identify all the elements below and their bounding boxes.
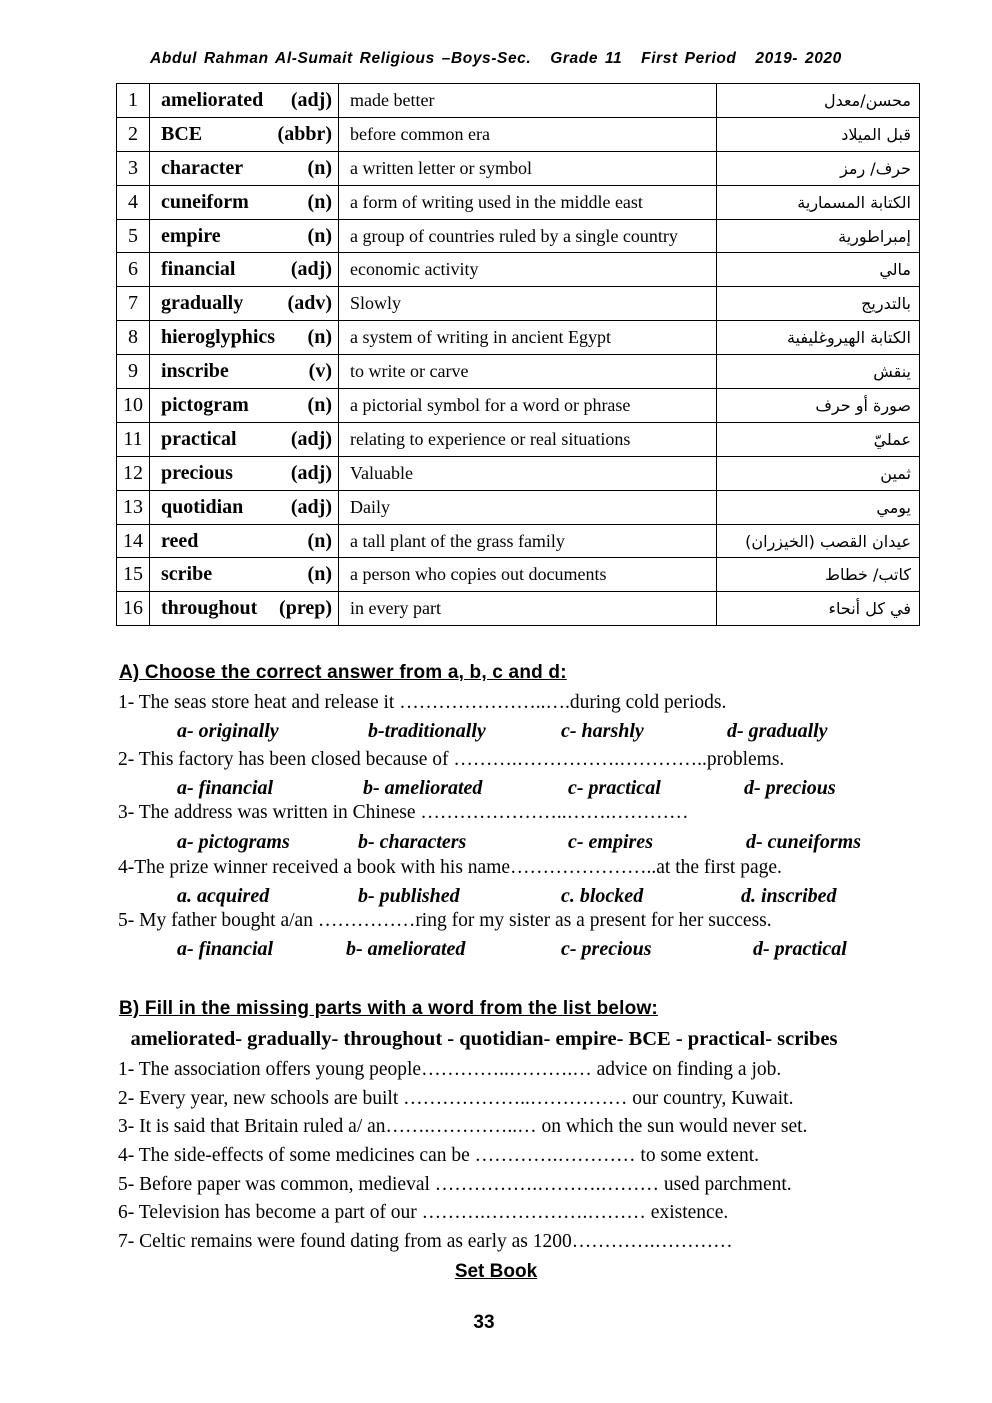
vocab-row	[117, 253, 920, 287]
option: d- cuneiforms	[746, 831, 861, 853]
vocab-definition: a tall plant of the grass family	[339, 524, 717, 558]
vocab-arabic: إمبراطورية	[717, 219, 920, 253]
vocab-word-cell	[150, 84, 339, 118]
vocab-row	[117, 490, 920, 524]
vocabulary-table	[116, 83, 920, 626]
vocab-number: 10	[117, 389, 150, 423]
vocab-part-of-speech: (abbr)	[277, 122, 332, 145]
vocab-row	[117, 355, 920, 389]
question-5: 5- My father bought a/an ……………ring for my sister as a present for her success.	[118, 910, 772, 931]
vocab-arabic: مالي	[717, 253, 920, 287]
vocab-word-cell	[150, 287, 339, 321]
fill-sentence-4: 4- The side-effects of some medicines can be ………….………… to some extent.	[118, 1145, 759, 1166]
option: d- gradually	[727, 720, 828, 742]
vocab-row	[117, 524, 920, 558]
vocab-part-of-speech: (n)	[307, 326, 332, 349]
vocab-word: ameliorated	[161, 88, 264, 111]
vocab-arabic: عيدان القصب (الخيزران)	[717, 524, 920, 558]
vocab-row	[117, 321, 920, 355]
vocab-word-cell	[150, 321, 339, 355]
option: a- pictograms	[177, 831, 290, 853]
vocab-row	[117, 287, 920, 321]
question-4-options	[0, 885, 992, 911]
header-school: Abdul Rahman Al-Sumait Religious –Boys-Sec.	[150, 50, 532, 67]
vocab-row	[117, 592, 920, 626]
vocab-definition: a pictorial symbol for a word or phrase	[339, 389, 717, 423]
vocab-row	[117, 219, 920, 253]
vocab-word: BCE	[161, 122, 203, 145]
option: b- ameliorated	[346, 938, 466, 960]
vocab-part-of-speech: (adj)	[290, 258, 332, 281]
vocab-word-cell	[150, 389, 339, 423]
vocab-arabic: الكتابة الهيروغليفية	[717, 321, 920, 355]
fill-sentence-2: 2- Every year, new schools are built ………………..…………… our country, Kuwait.	[118, 1088, 794, 1109]
vocab-part-of-speech: (adj)	[290, 461, 332, 484]
vocab-number: 15	[117, 558, 150, 592]
vocab-arabic: حرف/ رمز	[717, 151, 920, 185]
vocab-arabic: محسن/معدل	[717, 84, 920, 118]
fill-sentence-6: 6- Television has become a part of our ……….…………….……… existence.	[118, 1202, 729, 1223]
vocab-arabic: بالتدريج	[717, 287, 920, 321]
vocab-number: 13	[117, 490, 150, 524]
page-header	[0, 50, 992, 68]
vocab-part-of-speech: (adv)	[287, 292, 332, 315]
vocab-row	[117, 117, 920, 151]
question-1: 1- The seas store heat and release it …………………..….during cold periods.	[118, 692, 727, 713]
vocab-definition: a system of writing in ancient Egypt	[339, 321, 717, 355]
vocab-arabic: صورة أو حرف	[717, 389, 920, 423]
vocab-row	[117, 422, 920, 456]
vocab-definition: to write or carve	[339, 355, 717, 389]
vocab-row	[117, 558, 920, 592]
page-number: 33	[473, 1312, 495, 1333]
vocab-definition: made better	[339, 84, 717, 118]
vocab-definition: Slowly	[339, 287, 717, 321]
question-2: 2- This factory has been closed because of ……….…………….…………..problems.	[118, 749, 785, 770]
vocab-word: gradually	[161, 292, 244, 315]
section-b-title: B) Fill in the missing parts with a word from the list below:	[119, 998, 658, 1019]
vocab-word-cell	[150, 592, 339, 626]
vocab-word: practical	[161, 427, 237, 450]
question-4: 4-The prize winner received a book with his name…………………..at the first page.	[118, 857, 782, 878]
vocab-word: quotidian	[161, 495, 244, 518]
vocab-number: 11	[117, 422, 150, 456]
vocab-word: character	[161, 156, 244, 179]
vocab-word: cuneiform	[161, 190, 249, 213]
vocab-word-cell	[150, 456, 339, 490]
header-period: First Period	[641, 50, 737, 67]
vocab-number: 16	[117, 592, 150, 626]
fill-sentence-3: 3- It is said that Britain ruled a/ an…….…………..… on which the sun would never set.	[118, 1116, 808, 1137]
vocab-row	[117, 151, 920, 185]
vocab-arabic: يومي	[717, 490, 920, 524]
option: d. inscribed	[741, 885, 837, 907]
section-a-title: A) Choose the correct answer from a, b, c and d:	[119, 662, 567, 683]
option: a. acquired	[177, 885, 270, 907]
vocab-part-of-speech: (n)	[307, 529, 332, 552]
vocab-definition: a person who copies out documents	[339, 558, 717, 592]
vocab-row	[117, 456, 920, 490]
vocab-definition: in every part	[339, 592, 717, 626]
question-3-options	[0, 831, 992, 857]
vocab-part-of-speech: (adj)	[290, 427, 332, 450]
vocab-word-cell	[150, 185, 339, 219]
option: c- precious	[561, 938, 652, 960]
vocab-definition: economic activity	[339, 253, 717, 287]
set-book-label: Set Book	[454, 1261, 538, 1282]
vocab-arabic: في كل أنحاء	[717, 592, 920, 626]
vocab-definition: a written letter or symbol	[339, 151, 717, 185]
vocab-number: 14	[117, 524, 150, 558]
vocab-word-cell	[150, 422, 339, 456]
header-grade: Grade 11	[550, 50, 623, 67]
vocab-part-of-speech: (n)	[307, 393, 332, 416]
option: b- published	[358, 885, 460, 907]
vocab-word-cell	[150, 151, 339, 185]
fill-sentence-5: 5- Before paper was common, medieval …………….……….……… used parchment.	[118, 1174, 792, 1195]
header-year: 2019- 2020	[755, 50, 842, 67]
vocab-arabic: عمليّ	[717, 422, 920, 456]
vocab-row	[117, 185, 920, 219]
vocab-word: pictogram	[161, 393, 249, 416]
vocab-arabic: قبل الميلاد	[717, 117, 920, 151]
option: a- financial	[177, 938, 274, 960]
vocab-word: scribe	[161, 563, 213, 586]
question-1-options	[0, 720, 992, 746]
vocab-row	[117, 389, 920, 423]
vocab-number: 3	[117, 151, 150, 185]
vocab-word: financial	[161, 258, 236, 281]
option: d- precious	[744, 777, 836, 799]
vocab-word: throughout	[161, 597, 258, 620]
vocab-definition: Valuable	[339, 456, 717, 490]
vocab-number: 1	[117, 84, 150, 118]
vocab-number: 7	[117, 287, 150, 321]
vocab-arabic: الكتابة المسمارية	[717, 185, 920, 219]
question-5-options	[0, 938, 992, 964]
option: b- ameliorated	[363, 777, 483, 799]
vocab-part-of-speech: (prep)	[279, 597, 332, 620]
vocab-definition: before common era	[339, 117, 717, 151]
vocab-word-cell	[150, 490, 339, 524]
vocab-word-cell	[150, 558, 339, 592]
vocab-row	[117, 84, 920, 118]
vocab-word-cell	[150, 253, 339, 287]
question-3: 3- The address was written in Chinese …………………..…….…………	[118, 802, 689, 823]
vocab-number: 2	[117, 117, 150, 151]
vocab-part-of-speech: (adj)	[290, 495, 332, 518]
vocab-word-cell	[150, 117, 339, 151]
option: c- practical	[568, 777, 661, 799]
vocab-part-of-speech: (n)	[307, 563, 332, 586]
vocab-number: 6	[117, 253, 150, 287]
question-2-options	[0, 777, 992, 803]
vocab-part-of-speech: (n)	[307, 156, 332, 179]
vocab-definition: a form of writing used in the middle east	[339, 185, 717, 219]
option: a- originally	[177, 720, 279, 742]
vocab-word-cell	[150, 524, 339, 558]
vocab-definition: Daily	[339, 490, 717, 524]
vocab-arabic: ثمين	[717, 456, 920, 490]
vocab-definition: a group of countries ruled by a single country	[339, 219, 717, 253]
vocab-part-of-speech: (v)	[308, 360, 332, 383]
fill-sentence-1: 1- The association offers young people…………..……….… advice on finding a job.	[118, 1059, 782, 1080]
option: b- characters	[358, 831, 467, 853]
vocab-word: reed	[161, 529, 199, 552]
vocab-word-cell	[150, 355, 339, 389]
fill-sentence-7: 7- Celtic remains were found dating from as early as 1200………….…………	[118, 1231, 733, 1252]
vocab-number: 4	[117, 185, 150, 219]
vocab-number: 5	[117, 219, 150, 253]
vocab-definition: relating to experience or real situations	[339, 422, 717, 456]
option: d- practical	[753, 938, 847, 960]
vocab-number: 12	[117, 456, 150, 490]
option: b-traditionally	[368, 720, 486, 742]
vocab-word: inscribe	[161, 360, 229, 383]
vocab-arabic: كاتب/ خطاط	[717, 558, 920, 592]
vocab-word: hieroglyphics	[161, 326, 276, 349]
option: a- financial	[177, 777, 274, 799]
vocab-part-of-speech: (adj)	[290, 88, 332, 111]
vocab-word-cell	[150, 219, 339, 253]
vocab-part-of-speech: (n)	[307, 190, 332, 213]
option: c. blocked	[561, 885, 644, 907]
vocab-word: precious	[161, 461, 233, 484]
word-list: ameliorated- gradually- throughout - quotidian- empire- BCE - practical- scribes	[130, 1028, 838, 1050]
option: c- harshly	[561, 720, 644, 742]
vocab-number: 9	[117, 355, 150, 389]
vocab-number: 8	[117, 321, 150, 355]
vocab-arabic: ينقش	[717, 355, 920, 389]
option: c- empires	[568, 831, 653, 853]
vocab-part-of-speech: (n)	[307, 224, 332, 247]
vocab-word: empire	[161, 224, 221, 247]
